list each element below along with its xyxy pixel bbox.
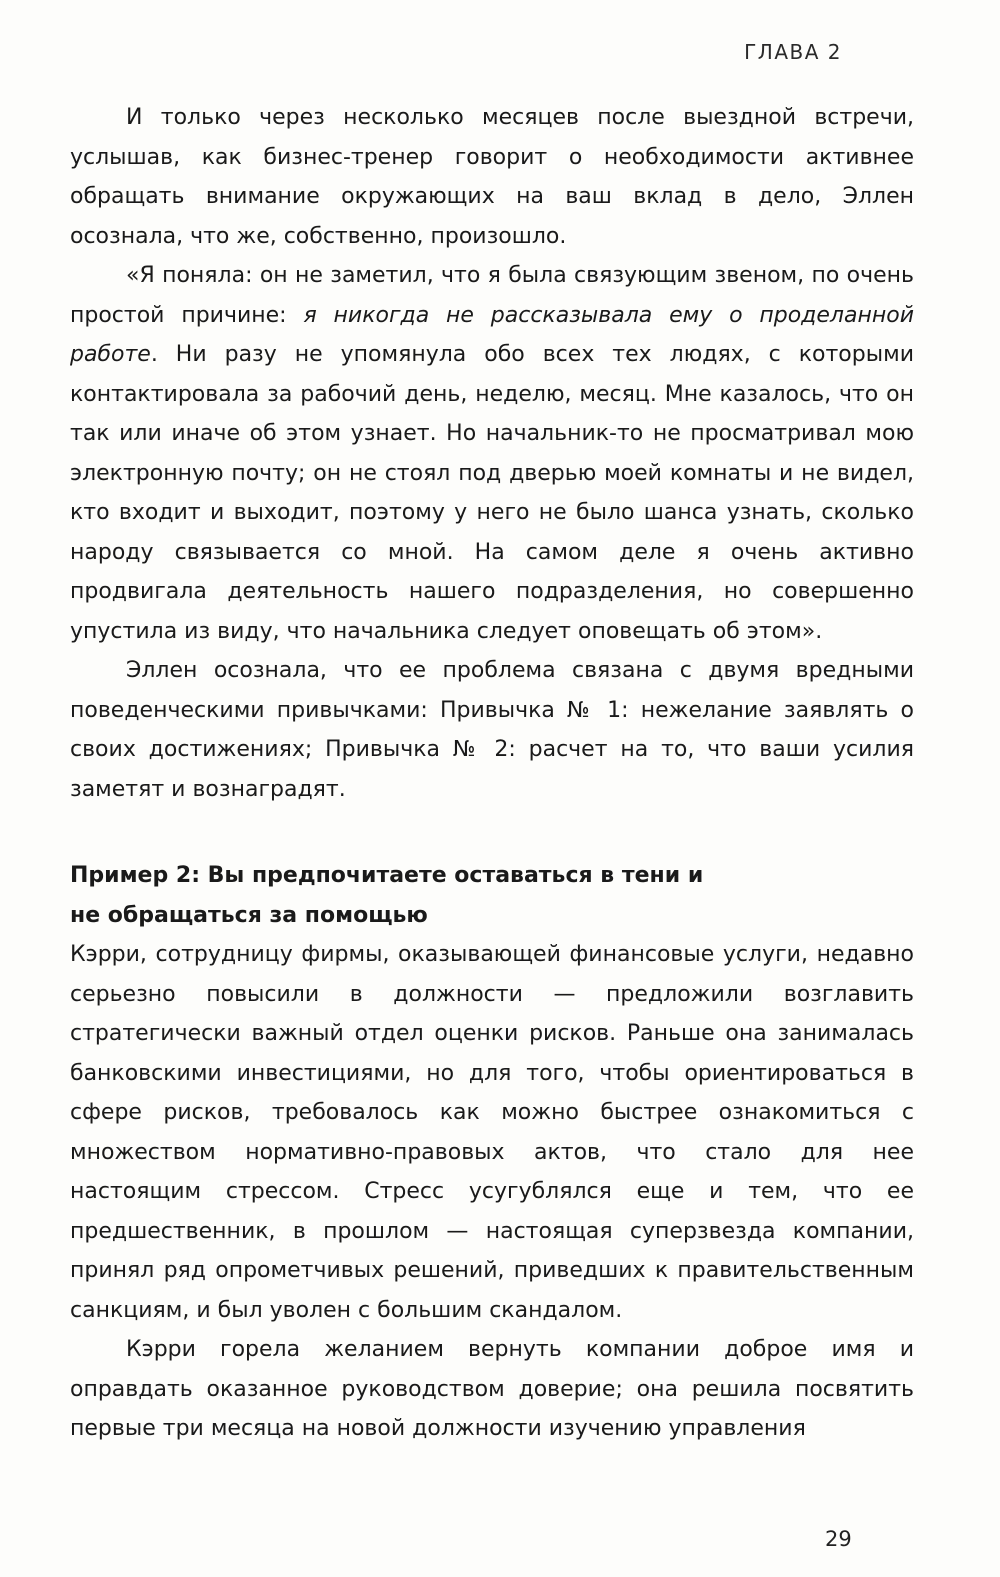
paragraph-2-end: . Ни разу не упомянула обо всех тех людях, с которыми контактировала за рабочий день, неделю, месяц. Мне казалось, что он так или иначе об этом узнает. Но начальник-то не просматривал мою электронную почту; он не стоял под дверью моей комнаты и не видел, кто входит и выходит, поэтому у него не было шанса узнать, сколько народу связывается со мной. На самом деле я очень активно продвигала деятельность нашего подразделения, но совершенно упустила из виду, что начальника следует оповещать об этом».: [70, 342, 914, 644]
page-number: 29: [825, 1527, 852, 1551]
paragraph-2: [70, 256, 914, 651]
running-head: ГЛАВА 2: [744, 40, 842, 64]
body-text: [70, 98, 914, 1449]
paragraph-2-italic: я никогда не рассказывала ему о проделанной работе: [70, 302, 914, 367]
paragraph-2-start: «Я поняла: он не заметил, что я была связующим звеном, по очень простой причине:: [70, 263, 914, 328]
paragraph-5: Кэрри горела желанием вернуть компании доброе имя и оправдать оказанное руководством доверие; она решила посвятить первые три месяца на новой должности изучению управления: [70, 1337, 914, 1441]
paragraph-1: И только через несколько месяцев после выездной встречи, услышав, как бизнес-тренер говорит о необходимости активнее обращать внимание окружающих на ваш вклад в дело, Эллен осознала, что же, собственно, произошло.: [70, 105, 914, 249]
paragraph-4: Кэрри, сотрудницу фирмы, оказывающей финансовые услуги, недавно серьезно повысили в должности — предложили возглавить стратегически важный отдел оценки рисков. Раньше она занималась банковскими инвестициями, но для того, чтобы ориентироваться в сфере рисков, требовалось как можно быстрее ознакомиться с множеством нормативно-правовых актов, что стало для нее настоящим стрессом. Стресс усугублялся еще и тем, что ее предшественник, в прошлом — настоящая суперзвезда компании, принял ряд опрометчивых решений, приведших к правительственным санкциям, и был уволен с большим скандалом.: [70, 942, 914, 1323]
section-heading: Пример 2: Вы предпочитаете оставаться в тени и не обращаться за помощью: [70, 863, 704, 928]
paragraph-3: Эллен осознала, что ее проблема связана с двумя вредными поведенческими привычками: Привычка № 1: нежелание заявлять о своих достижениях; Привычка № 2: расчет на то, что ваши усилия заметят и вознаградят.: [70, 658, 914, 802]
